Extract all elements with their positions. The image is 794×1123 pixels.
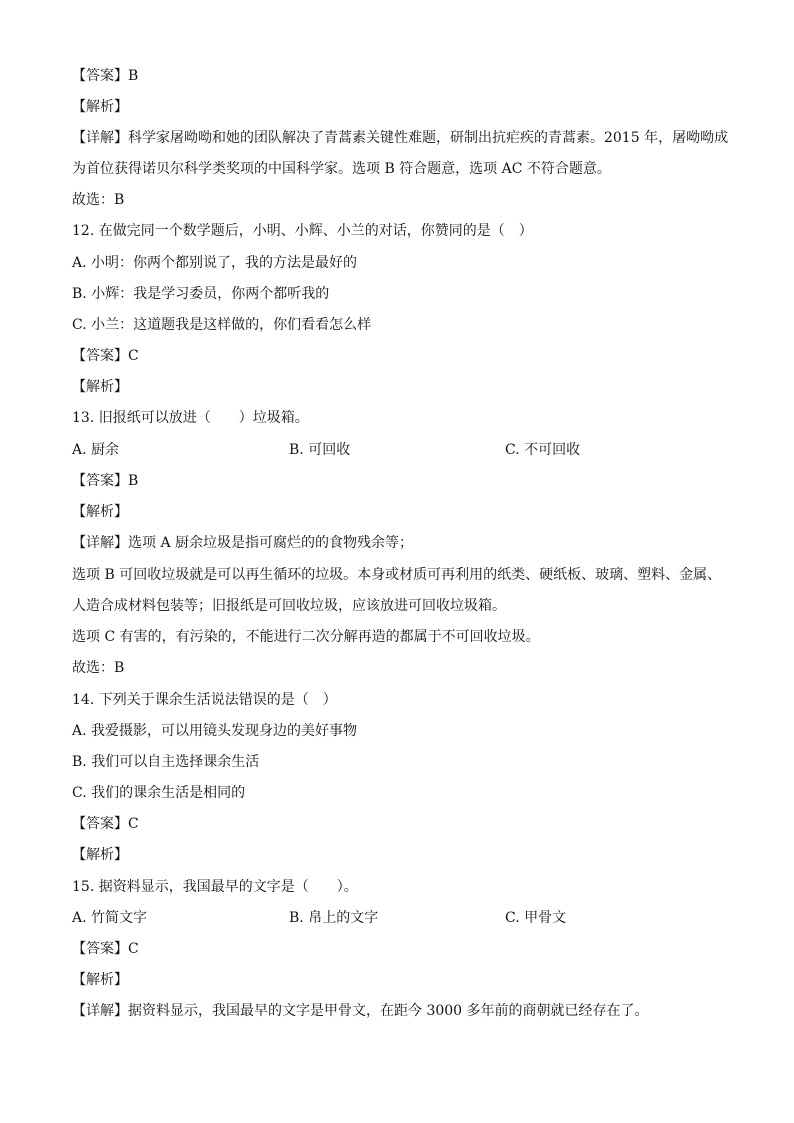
analysis-tag: 【解析】 [72, 379, 128, 395]
q13-option-a: A. 厨余 [72, 442, 120, 458]
q12-analysis-line [72, 377, 732, 397]
detail-tag: 【详解】 [72, 535, 128, 551]
q14-stem: 14. 下列关于课余生活说法错误的是（ ） [72, 692, 337, 708]
q13-answer-line [72, 471, 732, 491]
detail-tag: 【详解】 [72, 130, 128, 146]
answer-value: C [128, 348, 139, 364]
q15-answer-line [72, 939, 732, 959]
q14-option-c: C. 我们的课余生活是相同的 [72, 785, 246, 801]
q15-option-a: A. 竹简文字 [72, 910, 148, 926]
q15-stem: 15. 据资料显示，我国最早的文字是（ ）。 [72, 879, 358, 895]
q12-answer-line [72, 346, 732, 366]
answer-tag: 【答案】 [72, 941, 128, 957]
detail-text: 据资料显示，我国最早的文字是甲骨文，在距今 3000 多年前的商朝就已经存在了。 [128, 1003, 649, 1019]
detail-text: 选项 A 厨余垃圾是指可腐烂的的食物残余等； [128, 535, 414, 551]
analysis-tag: 【解析】 [72, 99, 128, 115]
q14-analysis-line [72, 845, 732, 865]
detail-tag: 【详解】 [72, 1003, 128, 1019]
q12-option-a: A. 小明：你两个都别说了，我的方法是最好的 [72, 255, 358, 271]
q14-option-b: B. 我们可以自主选择课余生活 [72, 754, 260, 770]
answer-value: B [128, 473, 139, 489]
answer-tag: 【答案】 [72, 816, 128, 832]
q14-option-a: A. 我爱摄影，可以用镜头发现身边的美好事物 [72, 723, 358, 739]
q13-option-c: C. 不可回收 [505, 442, 581, 458]
analysis-tag: 【解析】 [72, 972, 128, 988]
answer-tag: 【答案】 [72, 68, 128, 84]
answer-tag: 【答案】 [72, 348, 128, 364]
analysis-tag: 【解析】 [72, 504, 128, 520]
answer-tag: 【答案】 [72, 473, 128, 489]
q11-detail-line-1 [72, 128, 732, 148]
q13-detail-line-3: 人造合成材料包装等；旧报纸是可回收垃圾，应该放进可回收垃圾箱。 [72, 598, 506, 614]
q13-stem: 13. 旧报纸可以放进（ ）垃圾箱。 [72, 410, 309, 426]
answer-value: C [128, 941, 139, 957]
q11-answer-line [72, 66, 732, 86]
answer-value: C [128, 816, 139, 832]
q12-option-c: C. 小兰：这道题我是这样做的，你们看看怎么样 [72, 317, 372, 333]
q11-analysis-line [72, 97, 732, 117]
q13-detail-line-2: 选项 B 可回收垃圾就是可以再生循环的垃圾。本身或材质可再利用的纸类、硬纸板、玻璃、塑料、金属、 [72, 567, 722, 583]
q13-detail-line-4: 选项 C 有害的，有污染的，不能进行二次分解再造的都属于不可回收垃圾。 [72, 629, 540, 645]
detail-text: 科学家屠呦呦和她的团队解决了青蒿素关键性难题，研制出抗疟疾的青蒿素。2015 年，屠呦呦成 [128, 130, 729, 146]
q15-analysis-line [72, 970, 732, 990]
q13-option-b: B. 可回收 [289, 442, 351, 458]
q11-detail-line-2: 为首位获得诺贝尔科学类奖项的中国科学家。选项 B 符合题意，选项 AC 不符合题意。 [72, 161, 611, 177]
q11-conclusion: 故选：B [72, 192, 125, 208]
q15-option-b: B. 帛上的文字 [289, 910, 379, 926]
analysis-tag: 【解析】 [72, 847, 128, 863]
answer-value: B [128, 68, 139, 84]
q15-option-c: C. 甲骨文 [505, 910, 567, 926]
q13-conclusion: 故选：B [72, 660, 125, 676]
q14-answer-line [72, 814, 732, 834]
q12-stem: 12. 在做完同一个数学题后，小明、小辉、小兰的对话，你赞同的是（ ） [72, 223, 533, 239]
q12-option-b: B. 小辉：我是学习委员，你两个都听我的 [72, 286, 330, 302]
q13-detail-line-1 [72, 533, 732, 553]
q15-detail-line-1 [72, 1001, 732, 1021]
q13-analysis-line [72, 502, 732, 522]
